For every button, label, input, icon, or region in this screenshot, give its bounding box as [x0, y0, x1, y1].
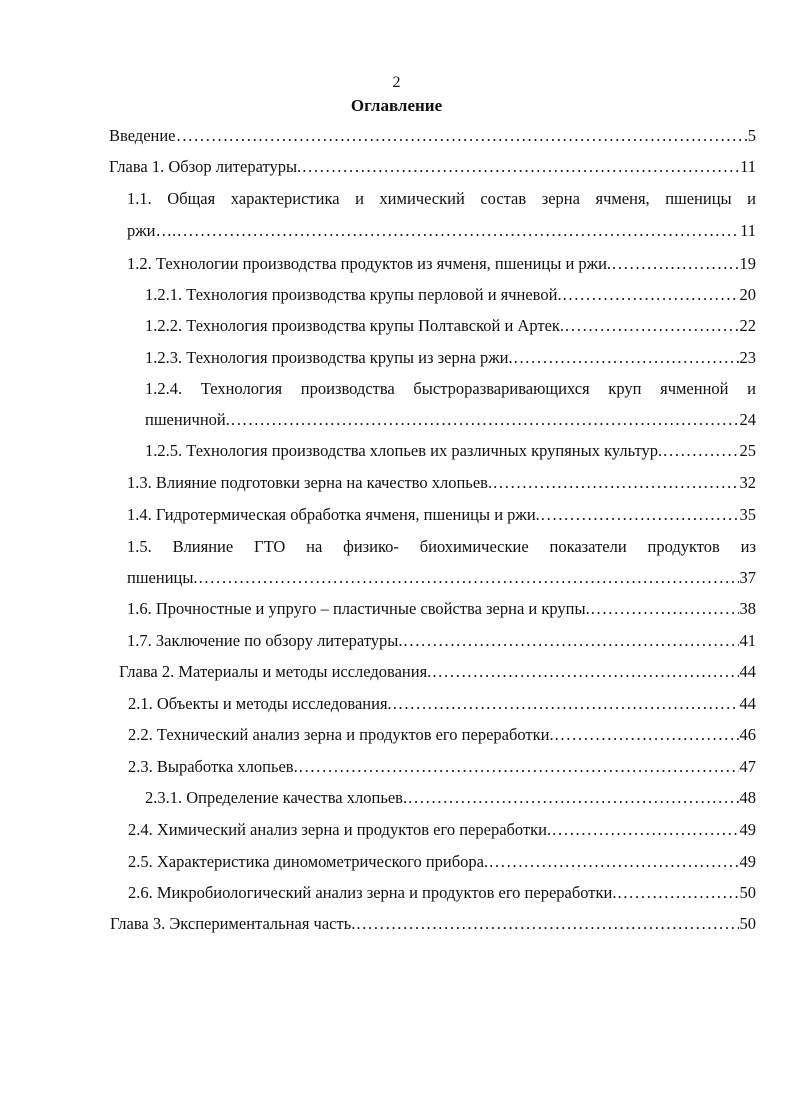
toc-entry-text: Глава 1. Обзор литературы. — [109, 157, 302, 176]
toc-entry-chapter-2 — [119, 661, 756, 683]
toc-dot-leader — [552, 819, 738, 841]
toc-dot-leader — [404, 630, 739, 652]
toc-entry-text: 2.6. Микробиологический анализ зерна и продуктов его переработки. — [128, 883, 617, 902]
toc-entry-1-1-line-1 — [127, 188, 756, 210]
toc-entry-2-2 — [128, 724, 756, 746]
toc-entry-page: 11 — [740, 221, 756, 240]
toc-entry-page: 35 — [739, 505, 756, 524]
toc-entry-text: Введение — [109, 126, 176, 145]
toc-entry-1-4 — [127, 504, 756, 526]
toc-entry-page: 49 — [739, 852, 756, 871]
toc-dot-leader — [563, 284, 739, 306]
toc-entry-page: 50 — [739, 914, 756, 933]
toc-entry-page: 11 — [740, 157, 756, 176]
toc-entry-page: 25 — [739, 441, 756, 460]
toc-title: Оглавление — [350, 96, 443, 115]
toc-dot-leader — [663, 440, 738, 462]
toc-entry-2-4 — [128, 819, 756, 841]
toc-entry-page: 50 — [739, 883, 756, 902]
toc-entry-1-3 — [127, 472, 756, 494]
toc-entry-2-3-1 — [145, 787, 756, 809]
toc-entry-text: 1.6. Прочностные и упруго – пластичные свойства зерна и крупы. — [127, 599, 590, 618]
toc-entry-text: 1.5. Влияние ГТО на физико- биохимические показатели продуктов из — [127, 537, 756, 556]
toc-entry-text: 1.1. Общая характеристика и химический состав зерна ячменя, пшеницы и — [127, 189, 756, 208]
toc-entry-page: 22 — [739, 316, 756, 335]
toc-dot-leader — [591, 598, 739, 620]
toc-dot-leader — [199, 567, 739, 589]
toc-dot-leader — [489, 851, 738, 873]
toc-entry-2-6 — [128, 882, 756, 904]
toc-entry-1-2-4-line-1 — [145, 378, 756, 400]
toc-dot-leader — [541, 504, 739, 526]
toc-dot-leader — [177, 220, 739, 242]
toc-entry-2-3 — [128, 756, 756, 778]
toc-entry-2-1 — [128, 693, 756, 715]
toc-entry-1-7 — [127, 630, 756, 652]
toc-entry-1-5-line-1 — [127, 536, 756, 558]
toc-dot-leader — [302, 156, 739, 178]
toc-entry-text: 2.1. Объекты и методы исследования. — [128, 694, 392, 713]
toc-entry-1-2-4-line-2 — [145, 409, 756, 431]
toc-entry-1-2-5 — [145, 440, 756, 462]
toc-dot-leader — [565, 315, 738, 337]
page-number: 2 — [392, 74, 401, 91]
toc-entry-text: 1.2.4. Технология производства быстроразваривающихся круп ячменной и — [145, 379, 756, 398]
toc-entry-page: 46 — [739, 725, 756, 744]
toc-dot-leader — [514, 347, 739, 369]
toc-entry-page: 32 — [739, 473, 756, 492]
toc-entry-text: 2.3.1. Определение качества хлопьев. — [145, 788, 408, 807]
toc-entry-1-2-1 — [145, 284, 756, 306]
toc-entry-chapter-1 — [109, 156, 756, 178]
toc-entry-text: 1.2.3. Технология производства крупы из зерна ржи. — [145, 348, 513, 367]
toc-entry-1-6 — [127, 598, 756, 620]
toc-dot-leader — [177, 125, 747, 147]
toc-entry-page: 38 — [739, 599, 756, 618]
toc-entry-text: Глава 3. Экспериментальная часть. — [110, 914, 356, 933]
toc-entry-page: 5 — [747, 126, 756, 145]
toc-entry-text: 1.7. Заключение по обзору литературы. — [127, 631, 403, 650]
toc-entry-text: ржи…. — [127, 221, 177, 240]
toc-entry-introduction — [109, 125, 756, 147]
toc-entry-chapter-3 — [110, 913, 756, 935]
toc-dot-leader — [617, 882, 738, 904]
toc-entry-page: 24 — [739, 410, 756, 429]
toc-dot-leader — [356, 913, 738, 935]
toc-entry-text: 2.4. Химический анализ зерна и продуктов его переработки. — [128, 820, 552, 839]
toc-entry-text: 1.2.2. Технология производства крупы Полтавской и Артек. — [145, 316, 565, 335]
toc-entry-1-2-2 — [145, 315, 756, 337]
toc-entry-1-5-line-2 — [127, 567, 756, 589]
toc-entry-1-2 — [127, 253, 756, 275]
toc-dot-leader — [493, 472, 738, 494]
toc-entry-text: 2.5. Характеристика диномометрического прибора. — [128, 852, 489, 871]
toc-dot-leader — [555, 724, 739, 746]
toc-entry-page: 49 — [739, 820, 756, 839]
toc-dot-leader — [299, 756, 739, 778]
toc-entry-text: 1.2.5. Технология производства хлопьев их различных крупяных культур. — [145, 441, 663, 460]
toc-entry-text: 2.3. Выработка хлопьев. — [128, 757, 298, 776]
toc-entry-text: Глава 2. Материалы и методы исследования. — [119, 662, 432, 681]
toc-entry-text: 1.4. Гидротермическая обработка ячменя, пшеницы и ржи. — [127, 505, 540, 524]
toc-entry-page: 47 — [739, 757, 756, 776]
toc-entry-page: 44 — [739, 694, 756, 713]
toc-entry-page: 19 — [739, 254, 756, 273]
toc-entry-text: 1.2. Технологии производства продуктов из ячменя, пшеницы и ржи. — [127, 254, 612, 273]
toc-entry-page: 23 — [739, 348, 756, 367]
toc-entry-1-1-line-2 — [127, 220, 756, 242]
toc-entry-text: 1.2.1. Технология производства крупы перловой и ячневой. — [145, 285, 562, 304]
toc-dot-leader — [231, 409, 739, 431]
toc-dot-leader — [408, 787, 738, 809]
toc-entry-text: пшеничной. — [145, 410, 230, 429]
toc-entry-page: 37 — [739, 568, 756, 587]
toc-entry-text: 2.2. Технический анализ зерна и продуктов его переработки. — [128, 725, 554, 744]
toc-entry-page: 41 — [739, 631, 756, 650]
toc-entry-1-2-3 — [145, 347, 756, 369]
toc-dot-leader — [432, 661, 738, 683]
toc-entry-page: 44 — [739, 662, 756, 681]
toc-entry-text: 1.3. Влияние подготовки зерна на качество хлопьев. — [127, 473, 493, 492]
toc-entry-page: 48 — [739, 788, 756, 807]
toc-dot-leader — [612, 253, 738, 275]
toc-entry-text: пшеницы. — [127, 568, 198, 587]
toc-entry-page: 20 — [739, 285, 756, 304]
toc-dot-leader — [393, 693, 739, 715]
toc-entry-2-5 — [128, 851, 756, 873]
